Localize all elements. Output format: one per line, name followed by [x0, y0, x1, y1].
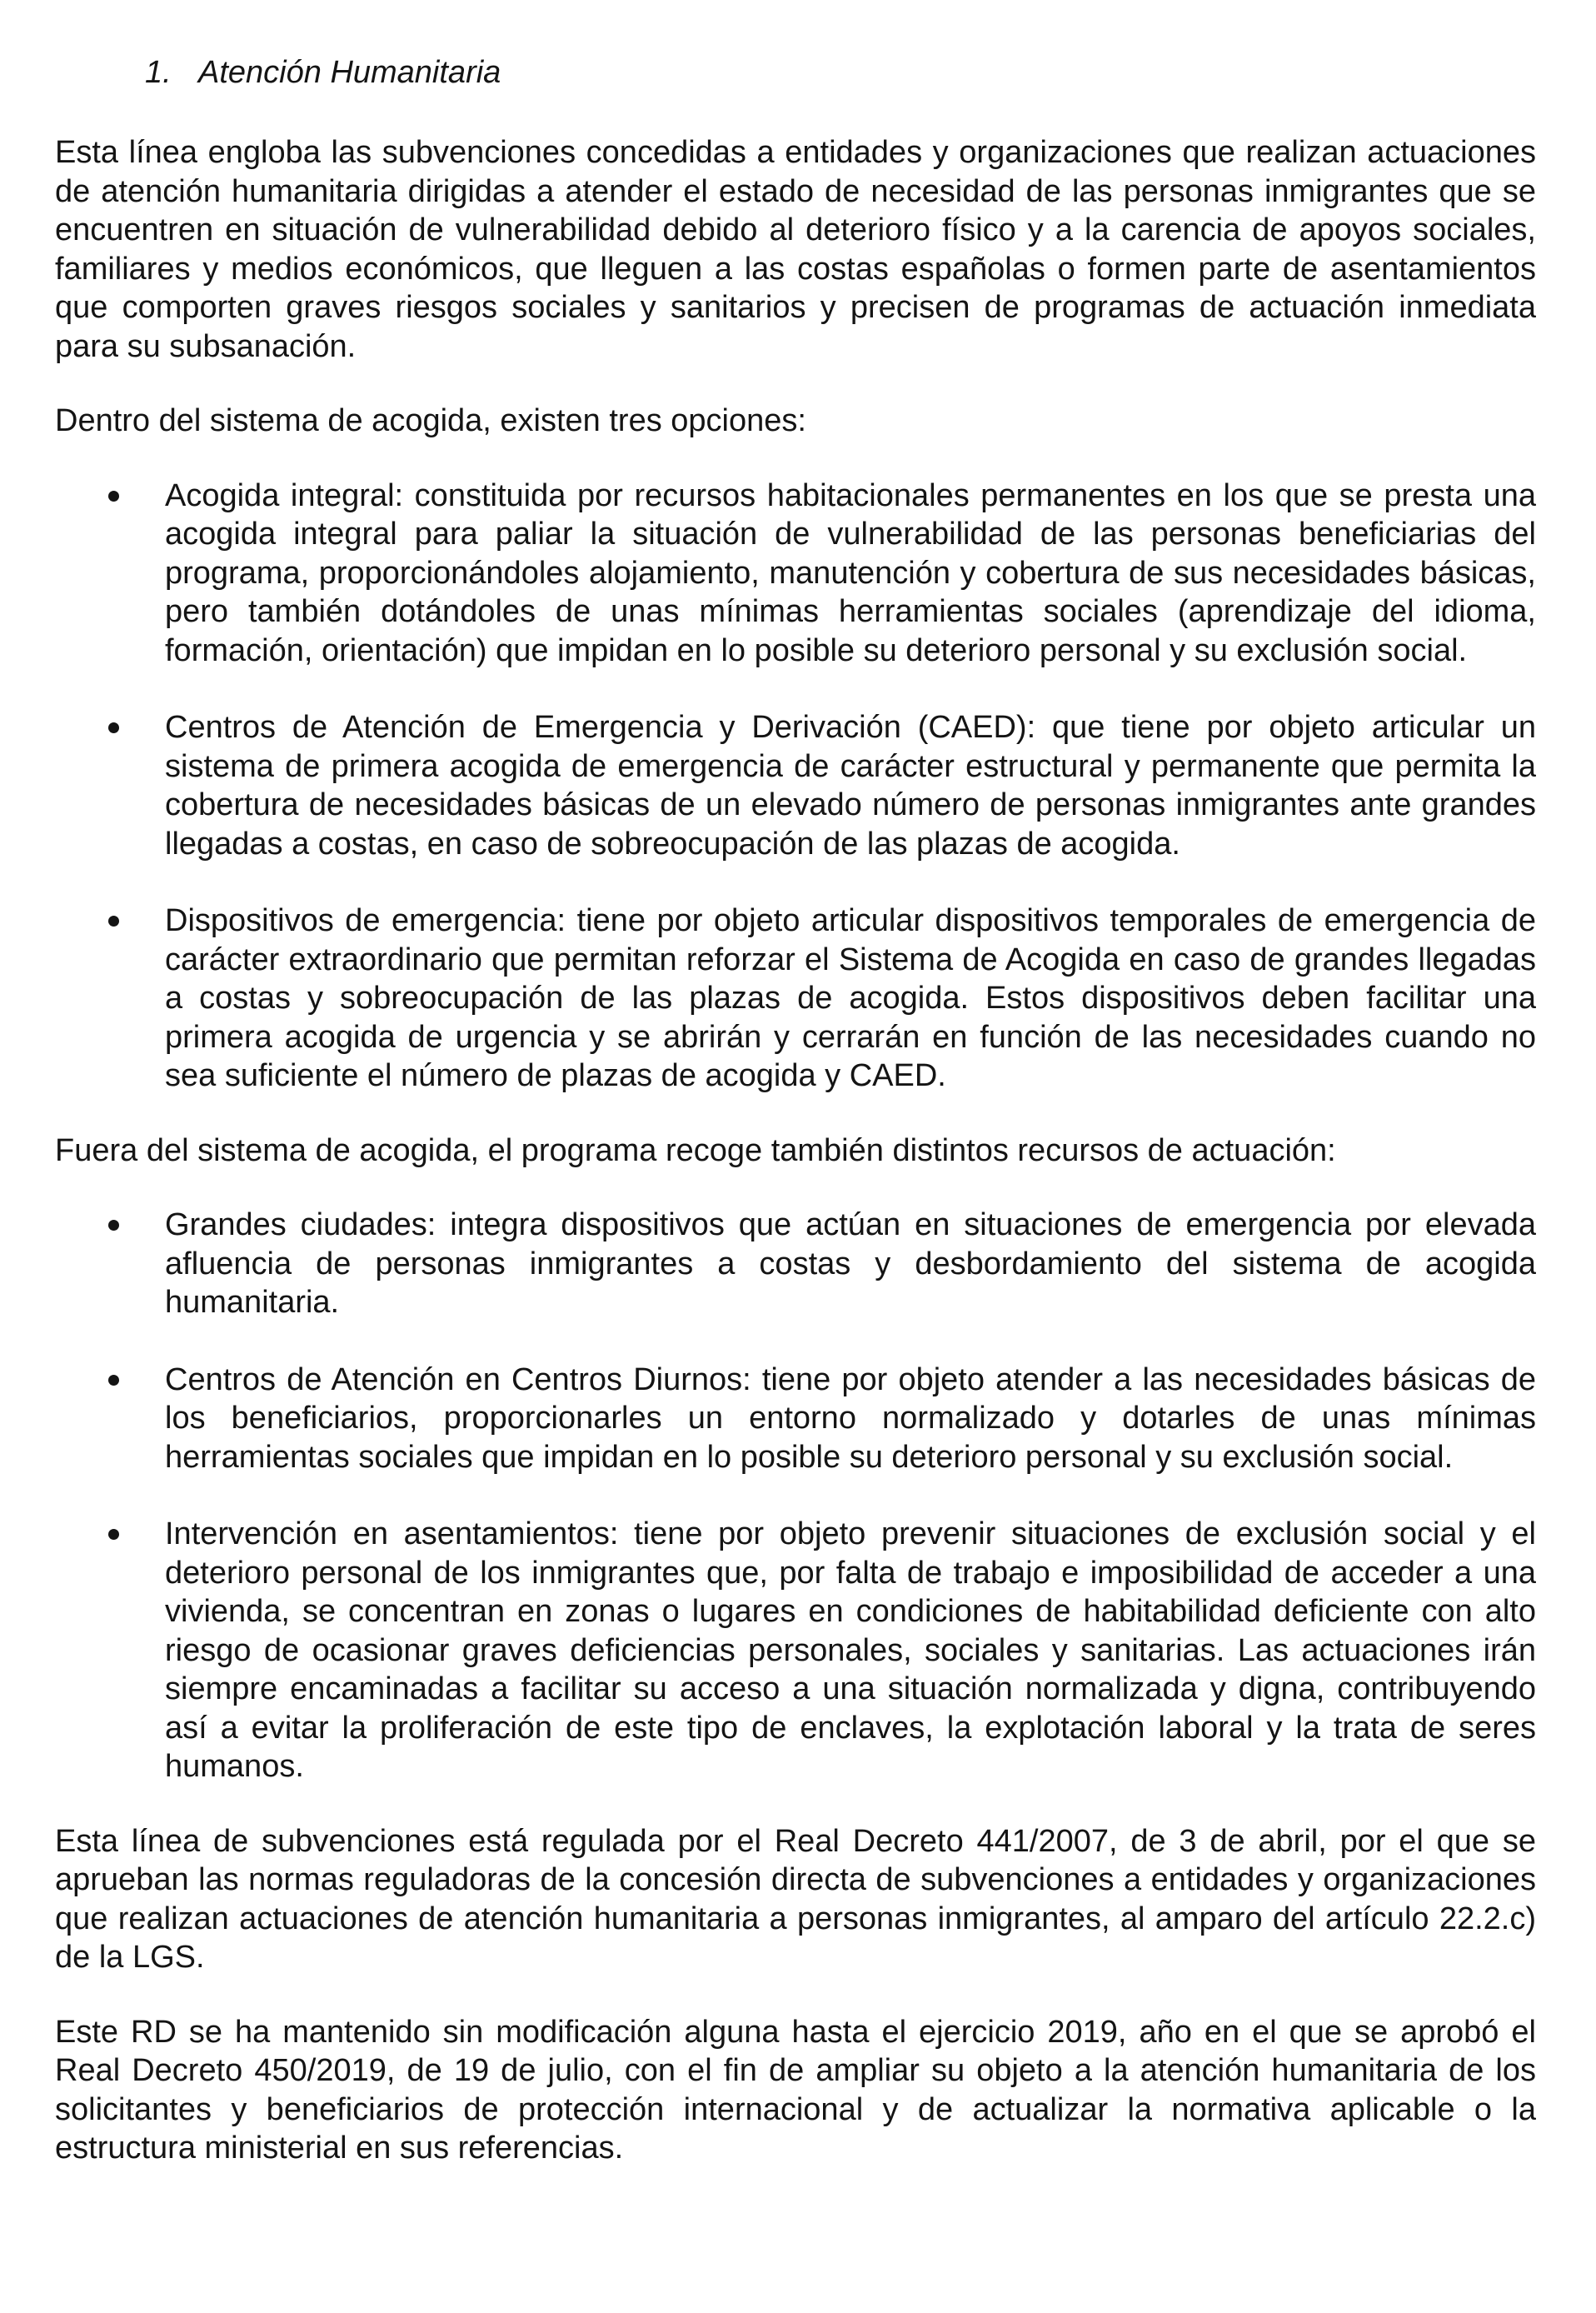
list-item	[55, 1515, 1536, 1786]
list-item	[55, 902, 1536, 1096]
regulation-paragraph: Esta línea de subvenciones está regulada por el Real Decreto 441/2007, de 3 de abril, por el que se aprueban las normas reguladoras de la concesión directa de subvenciones a entidades y organizaciones que realizan actuaciones de atención humanitaria a personas inmigrantes, al amparo del artículo 22.2.c) de la LGS.	[55, 1823, 1536, 1975]
list-item	[55, 477, 1536, 671]
bullet-icon	[108, 916, 119, 927]
list-item	[55, 1206, 1536, 1322]
list-item-text: Grandes ciudades: integra dispositivos que actúan en situaciones de emergencia por elevada afluencia de personas inmigrantes a costas y desbordamiento del sistema de acogida humanitaria.	[165, 1207, 1536, 1320]
modification-paragraph: Este RD se ha mantenido sin modificación alguna hasta el ejercicio 2019, año en el que se aprobó el Real Decreto 450/2019, de 19 de julio, con el fin de ampliar su objeto a la atención humanitaria de los solicitantes y beneficiarios de protección internacional y de actualizar la normativa aplicable o la estructura ministerial en sus referencias.	[55, 2014, 1536, 2166]
inside-system-list	[55, 477, 1536, 1096]
inside-system-intro: Dentro del sistema de acogida, existen tres opciones:	[55, 403, 806, 438]
list-item-text: Intervención en asentamientos: tiene por objeto prevenir situaciones de exclusión social y el deterioro personal de los inmigrantes que, por falta de trabajo e imposibilidad de acceder a una vivienda, se concentran en zonas o lugares en condiciones de habitabilidad deficiente con alto riesgo de ocasionar graves deficiencias personales, sociales y sanitarias. Las actuaciones irán siempre encaminadas a facilitar su acceso a una situación normalizada y digna, contribuyendo así a evitar la proliferación de este tipo de enclaves, la explotación laboral y la trata de seres humanos.	[165, 1516, 1536, 1784]
section-number: 1.	[145, 55, 172, 90]
list-item-text: Dispositivos de emergencia: tiene por objeto articular dispositivos temporales de emergencia de carácter extraordinario que permitan reforzar el Sistema de Acogida en caso de grandes llegadas a costas y sobreocupación de las plazas de acogida. Estos dispositivos deben facilitar una primera acogida de urgencia y se abrirán y cerrarán en función de las necesidades cuando no sea suficiente el número de plazas de acogida y CAED.	[165, 903, 1536, 1093]
bullet-icon	[108, 1375, 119, 1386]
bullet-icon	[108, 1529, 119, 1540]
list-item	[55, 708, 1536, 863]
outside-system-intro: Fuera del sistema de acogida, el programa recoge también distintos recursos de actuación:	[55, 1132, 1336, 1168]
intro-paragraph: Esta línea engloba las subvenciones concedidas a entidades y organizaciones que realizan actuaciones de atención humanitaria dirigidas a atender el estado de necesidad de las personas inmigrantes que se encuentren en situación de vulnerabilidad debido al deterioro físico y a la carencia de apoyos sociales, familiares y medios económicos, que lleguen a las costas españolas o formen parte de asentamientos que comporten graves riesgos sociales y sanitarios y precisen de programas de actuación inmediata para su subsanación.	[55, 135, 1536, 364]
outside-system-list	[55, 1206, 1536, 1786]
list-item-text: Centros de Atención en Centros Diurnos: tiene por objeto atender a las necesidades básicas de los beneficiarios, proporcionarles un entorno normalizado y dotarles de unas mínimas herramientas sociales que impidan en lo posible su deterioro personal y su exclusión social.	[165, 1361, 1536, 1475]
list-item-text: Acogida integral: constituida por recursos habitacionales permanentes en los que se presta una acogida integral para paliar la situación de vulnerabilidad de las personas beneficiarias del programa, proporcionándoles alojamiento, manutención y cobertura de sus necesidades básicas, pero también dotándoles de unas mínimas herramientas sociales (aprendizaje del idioma, formación, orientación) que impidan en lo posible su deterioro personal y su exclusión social.	[165, 477, 1536, 668]
list-item	[55, 1361, 1536, 1477]
list-item-text: Centros de Atención de Emergencia y Derivación (CAED): que tiene por objeto articular un sistema de primera acogida de emergencia de carácter estructural y permanente que permita la cobertura de necesidades básicas de un elevado número de personas inmigrantes ante grandes llegadas a costas, en caso de sobreocupación de las plazas de acogida.	[165, 710, 1536, 862]
section-title: Atención Humanitaria	[198, 55, 501, 90]
document-page	[55, 53, 1536, 2168]
bullet-icon	[108, 722, 119, 733]
bullet-icon	[108, 491, 119, 502]
bullet-icon	[108, 1220, 119, 1231]
section-heading	[145, 53, 1536, 92]
